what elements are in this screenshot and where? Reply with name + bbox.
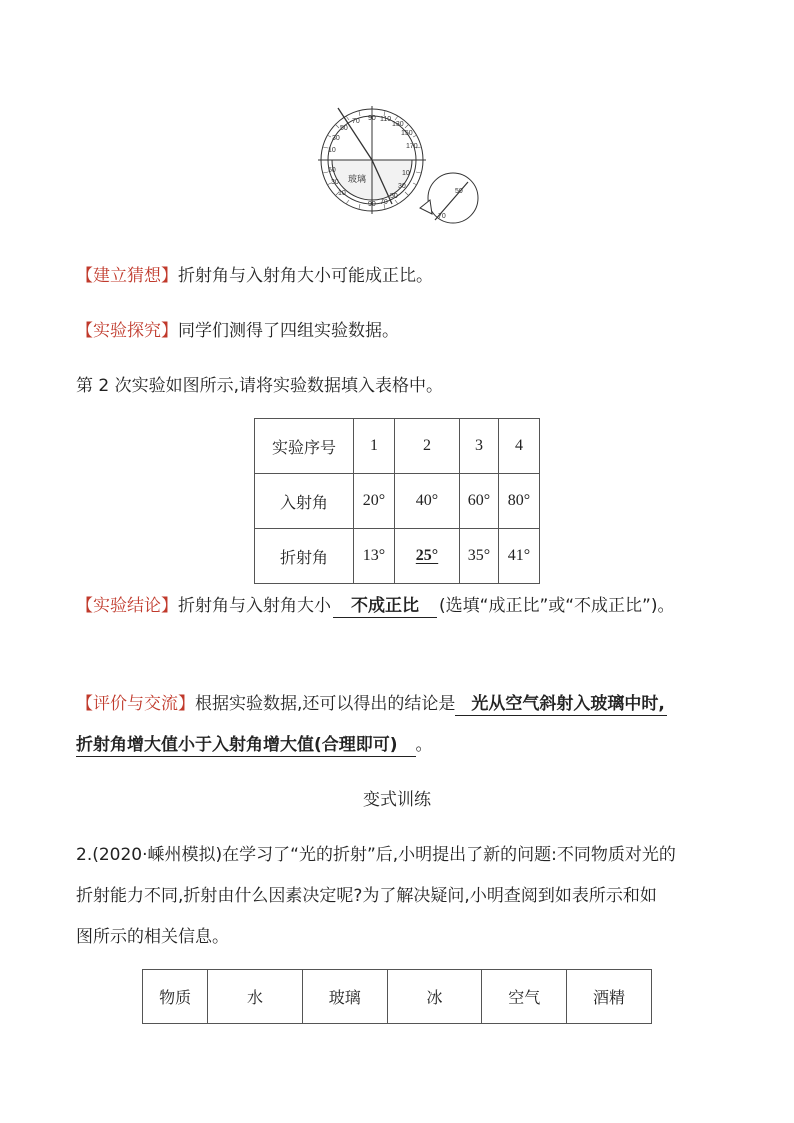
svg-text:10: 10	[402, 170, 410, 177]
evaluation-tag: 【评价与交流】	[76, 694, 195, 714]
conclusion-suffix: (选填“成正比”或“不成正比”)。	[439, 596, 675, 616]
data-table	[254, 418, 540, 584]
table-row	[255, 474, 540, 529]
hypothesis-line	[76, 264, 433, 288]
table-header-cell: 2	[395, 419, 460, 474]
refraction-protractor-figure	[310, 100, 490, 230]
svg-text:70: 70	[438, 213, 446, 220]
table-header-row	[143, 970, 652, 1024]
answer-value: 25°	[415, 547, 439, 564]
table-cell: 40°	[395, 474, 460, 529]
answer-cell	[395, 529, 460, 584]
explore-line	[76, 319, 399, 343]
svg-text:50: 50	[340, 125, 348, 132]
evaluation-answer-line1: 光从空气斜射入玻璃中时,	[455, 693, 666, 716]
svg-text:10: 10	[328, 147, 336, 154]
problem2-line2: 折射能力不同,折射由什么因素决定呢?为了解决疑问,小明查阅到如表所示和如	[76, 886, 657, 906]
table-header-cell: 水	[208, 970, 303, 1024]
row-label: 折射角	[255, 529, 354, 584]
instruction-line: 第 2 次实验如图所示,请将实验数据填入表格中。	[76, 376, 444, 396]
table-header-cell: 玻璃	[302, 970, 387, 1024]
explore-text: 同学们测得了四组实验数据。	[178, 321, 399, 341]
problem2-line3: 图所示的相关信息。	[76, 927, 229, 947]
table-cell: 80°	[499, 474, 540, 529]
problem2-line1: 2.(2020·嵊州模拟)在学习了“光的折射”后,小明提出了新的问题:不同物质对光的	[76, 845, 676, 865]
table-header-row	[255, 419, 540, 474]
table-header-cell: 实验序号	[255, 419, 354, 474]
table-cell: 41°	[499, 529, 540, 584]
svg-text:70: 70	[352, 118, 360, 125]
svg-text:10: 10	[338, 190, 346, 197]
svg-text:170: 170	[406, 143, 418, 150]
svg-text:30: 30	[332, 135, 340, 142]
evaluation-end: 。	[415, 735, 433, 755]
svg-text:30: 30	[331, 179, 339, 186]
svg-text:90: 90	[368, 201, 376, 208]
svg-text:50: 50	[390, 193, 398, 200]
evaluation-line-2	[76, 733, 433, 757]
table-cell: 35°	[460, 529, 499, 584]
table-cell: 13°	[354, 529, 395, 584]
table-header-cell: 酒精	[567, 970, 652, 1024]
glass-label: 玻璃	[348, 175, 367, 185]
evaluation-line	[76, 692, 667, 716]
svg-text:90: 90	[368, 115, 376, 122]
table-header-cell: 空气	[482, 970, 567, 1024]
table-header-cell: 冰	[387, 970, 482, 1024]
table-header-cell: 3	[460, 419, 499, 474]
conclusion-line	[76, 594, 675, 618]
conclusion-tag: 【实验结论】	[76, 596, 178, 616]
hypothesis-text: 折射角与入射角大小可能成正比。	[178, 266, 433, 286]
svg-text:130: 130	[392, 121, 404, 128]
svg-text:50: 50	[455, 188, 463, 195]
substance-table	[142, 969, 652, 1024]
table-header-cell: 4	[499, 419, 540, 474]
conclusion-text: 折射角与入射角大小	[178, 596, 331, 616]
conclusion-answer: 不成正比	[333, 595, 437, 618]
svg-text:70: 70	[380, 199, 388, 206]
svg-text:150: 150	[401, 130, 413, 137]
evaluation-answer-line2: 折射角增大值小于入射角增大值(合理即可)	[76, 734, 416, 757]
table-header-cell: 1	[354, 419, 395, 474]
table-cell: 60°	[460, 474, 499, 529]
hypothesis-tag: 【建立猜想】	[76, 266, 178, 286]
svg-text:30: 30	[398, 183, 406, 190]
svg-text:50: 50	[328, 167, 336, 174]
section-title: 变式训练	[363, 790, 431, 810]
row-label: 入射角	[255, 474, 354, 529]
table-cell: 20°	[354, 474, 395, 529]
evaluation-text: 根据实验数据,还可以得出的结论是	[195, 694, 456, 714]
table-header-cell: 物质	[143, 970, 208, 1024]
table-row	[255, 529, 540, 584]
explore-tag: 【实验探究】	[76, 321, 178, 341]
svg-text:110: 110	[380, 116, 392, 123]
